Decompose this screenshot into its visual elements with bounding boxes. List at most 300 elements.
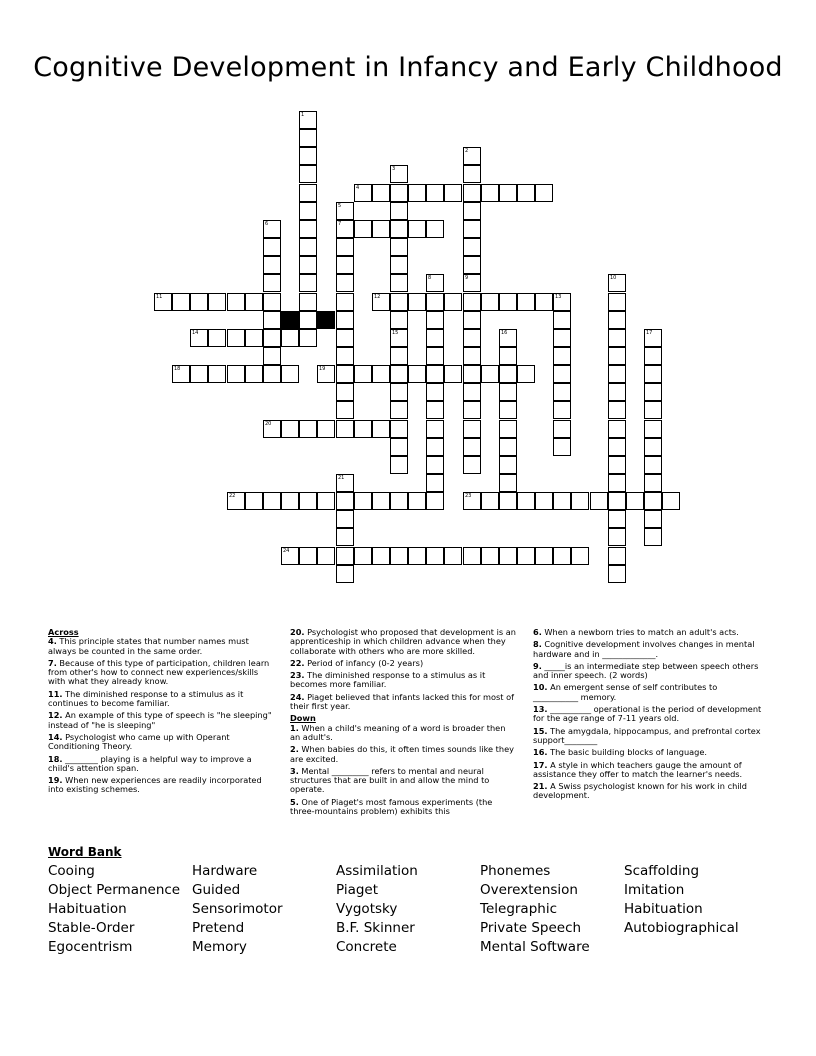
grid-cell[interactable]	[354, 420, 372, 438]
grid-cell[interactable]	[426, 184, 444, 202]
grid-cell[interactable]	[281, 329, 299, 347]
grid-cell[interactable]	[426, 438, 444, 456]
grid-cell[interactable]	[644, 420, 662, 438]
grid-cell[interactable]	[263, 311, 281, 329]
clue: 10. An emergent sense of self contributes to ___________ memory.	[533, 682, 718, 702]
word-bank-item: Private Speech	[480, 920, 582, 936]
grid-cell[interactable]	[426, 293, 444, 311]
grid-cell[interactable]	[390, 256, 408, 274]
grid-cell[interactable]	[227, 329, 245, 347]
grid-cell[interactable]	[499, 474, 517, 492]
word-bank-item: Object Permanence	[48, 882, 181, 898]
grid-cell[interactable]	[444, 293, 462, 311]
clue: 8. Cognitive development involves changes in mental hardware and in _____________.	[533, 639, 755, 659]
word-bank-item: Concrete	[336, 939, 397, 955]
grid-cell[interactable]	[390, 492, 408, 510]
clue: 17. A style in which teachers gauge the amount of assistance they offer to match the learner's needs.	[533, 759, 743, 779]
grid-cell[interactable]	[354, 184, 372, 202]
grid-cell[interactable]	[299, 274, 317, 292]
grid-cell[interactable]	[463, 220, 481, 238]
grid-cell[interactable]	[390, 456, 408, 474]
grid-cell[interactable]	[299, 238, 317, 256]
grid-cell[interactable]	[263, 492, 281, 510]
clue: 24. Piaget believed that infants lacked this for most of their first year.	[290, 691, 515, 712]
grid-cell[interactable]	[499, 184, 517, 202]
grid-cell[interactable]	[372, 547, 390, 565]
grid-cell[interactable]	[463, 456, 481, 474]
grid-cell[interactable]	[426, 274, 444, 292]
grid-cell[interactable]	[408, 220, 426, 238]
grid-cell[interactable]	[390, 365, 408, 383]
grid-cell[interactable]	[281, 547, 299, 565]
grid-cell[interactable]	[644, 401, 662, 419]
grid-cell[interactable]	[390, 383, 408, 401]
grid-cell[interactable]	[444, 184, 462, 202]
grid-cell[interactable]	[644, 365, 662, 383]
clue-number: 2	[465, 148, 469, 154]
grid-cell[interactable]	[317, 547, 335, 565]
grid-cell[interactable]	[463, 329, 481, 347]
grid-cell[interactable]	[372, 420, 390, 438]
grid-cell[interactable]	[390, 293, 408, 311]
word-bank-title: Word Bank	[48, 845, 122, 859]
word-bank-item: Autobiographical	[624, 920, 739, 936]
grid-cell[interactable]	[535, 184, 553, 202]
grid-cell[interactable]	[463, 347, 481, 365]
grid-cell[interactable]	[463, 547, 481, 565]
grid-cell[interactable]	[444, 547, 462, 565]
grid-cell[interactable]	[299, 420, 317, 438]
grid-cell[interactable]	[644, 438, 662, 456]
word-bank-item: Cooing	[48, 863, 95, 879]
grid-cell[interactable]	[644, 510, 662, 528]
grid-cell[interactable]	[644, 492, 662, 510]
clues-column-1	[48, 628, 278, 798]
grid-cell[interactable]	[463, 274, 481, 292]
grid-cell[interactable]	[263, 238, 281, 256]
word-bank-item: Assimilation	[336, 863, 418, 879]
clue-number: 11	[156, 294, 163, 300]
grid-cell[interactable]	[336, 347, 354, 365]
grid-cell[interactable]	[644, 383, 662, 401]
grid-cell[interactable]	[517, 492, 535, 510]
grid-cell[interactable]	[390, 311, 408, 329]
grid-cell[interactable]	[553, 365, 571, 383]
grid-cell[interactable]	[336, 293, 354, 311]
grid-cell[interactable]	[172, 293, 190, 311]
grid-cell[interactable]	[227, 365, 245, 383]
clue: 2. When babies do this, it often times sounds like they are excited.	[290, 744, 514, 764]
grid-cell[interactable]	[426, 547, 444, 565]
across-header: Across	[48, 627, 79, 637]
grid-cell[interactable]	[481, 492, 499, 510]
grid-cell[interactable]	[590, 492, 608, 510]
grid-cell[interactable]	[336, 202, 354, 220]
grid-cell[interactable]	[390, 274, 408, 292]
clue: 4. This principle states that number names must always be counted in the same order.	[48, 636, 249, 656]
grid-cell[interactable]	[208, 365, 226, 383]
grid-cell[interactable]	[608, 547, 626, 565]
clue-number: 16	[501, 330, 508, 336]
grid-cell[interactable]	[336, 420, 354, 438]
grid-cell[interactable]	[336, 401, 354, 419]
clue-number: 22	[229, 493, 236, 499]
grid-cell[interactable]	[390, 401, 408, 419]
clue: 15. The amygdala, hippocampus, and prefrontal cortex support________	[533, 725, 761, 745]
grid-cell[interactable]	[426, 492, 444, 510]
grid-cell[interactable]	[463, 420, 481, 438]
grid-cell[interactable]	[245, 365, 263, 383]
word-bank-item: Sensorimotor	[192, 901, 283, 917]
clue-number: 14	[192, 330, 199, 336]
grid-cell[interactable]	[299, 111, 317, 129]
grid-cell[interactable]	[354, 365, 372, 383]
grid-cell[interactable]	[426, 383, 444, 401]
grid-cell[interactable]	[499, 547, 517, 565]
grid-cell[interactable]	[517, 547, 535, 565]
word-bank-item: Stable-Order	[48, 920, 135, 936]
grid-cell[interactable]	[336, 528, 354, 546]
grid-cell[interactable]	[553, 547, 571, 565]
grid-cell[interactable]	[499, 365, 517, 383]
grid-cell[interactable]	[463, 401, 481, 419]
grid-cell[interactable]	[372, 220, 390, 238]
clue: 12. An example of this type of speech is "he sleeping" instead of "he is sleeping"	[48, 710, 272, 730]
grid-cell[interactable]	[499, 401, 517, 419]
grid-cell[interactable]	[190, 365, 208, 383]
clue: 18. ________ playing is a helpful way to improve a child's attention span.	[48, 753, 252, 773]
word-bank-item: Hardware	[192, 863, 258, 879]
grid-cell[interactable]	[608, 401, 626, 419]
grid-cell[interactable]	[390, 347, 408, 365]
grid-cell[interactable]	[354, 547, 372, 565]
word-bank-item: Phonemes	[480, 863, 551, 879]
word-bank-item: Mental Software	[480, 939, 590, 955]
grid-cell[interactable]	[281, 420, 299, 438]
grid-cell[interactable]	[299, 184, 317, 202]
grid-cell[interactable]	[336, 474, 354, 492]
clue-number: 12	[374, 294, 381, 300]
grid-cell[interactable]	[299, 202, 317, 220]
clue-number: 17	[646, 330, 653, 336]
clue-number: 5	[338, 203, 342, 209]
grid-cell[interactable]	[571, 547, 589, 565]
grid-cell[interactable]	[463, 311, 481, 329]
clue: 20. Psychologist who proposed that development is an apprenticeship in which children advance when they collaborate with others who are more skilled.	[290, 627, 516, 656]
grid-cell[interactable]	[208, 329, 226, 347]
grid-cell[interactable]	[499, 329, 517, 347]
grid-cell[interactable]	[463, 438, 481, 456]
grid-cell[interactable]	[517, 184, 535, 202]
grid-cell[interactable]	[608, 420, 626, 438]
clue-number: 19	[319, 366, 326, 372]
grid-cell[interactable]	[299, 165, 317, 183]
clue-number: 24	[283, 548, 290, 554]
clue: 6. When a newborn tries to match an adult's acts.	[533, 627, 739, 637]
clue-number: 3	[392, 166, 396, 172]
grid-cell[interactable]	[481, 365, 499, 383]
grid-cell[interactable]	[408, 365, 426, 383]
clue-number: 9	[465, 275, 469, 281]
grid-cell[interactable]	[553, 438, 571, 456]
clue: 9. _____is an intermediate step between speech others and inner speech. (2 words)	[533, 660, 759, 681]
grid-cell[interactable]	[208, 293, 226, 311]
clue: 13. __________ operational is the period of development for the age range of 7-11 years old.	[533, 704, 762, 724]
clue-number: 4	[356, 185, 360, 191]
grid-cell[interactable]	[336, 547, 354, 565]
grid-cell[interactable]	[608, 347, 626, 365]
grid-cell[interactable]	[263, 329, 281, 347]
grid-cell[interactable]	[553, 293, 571, 311]
grid-cell[interactable]	[299, 492, 317, 510]
grid-cell[interactable]	[499, 420, 517, 438]
grid-cell[interactable]	[499, 383, 517, 401]
grid-cell[interactable]	[227, 293, 245, 311]
grid-cell[interactable]	[608, 365, 626, 383]
grid-cell[interactable]	[336, 220, 354, 238]
grid-cell[interactable]	[553, 401, 571, 419]
clue: 22. Period of infancy (0-2 years)	[290, 657, 424, 668]
grid-cell[interactable]	[299, 220, 317, 238]
grid-cell[interactable]	[644, 528, 662, 546]
grid-cell[interactable]	[553, 420, 571, 438]
grid-cell[interactable]	[535, 547, 553, 565]
word-bank-item: Habituation	[624, 901, 703, 917]
grid-cell[interactable]	[499, 456, 517, 474]
clue: 7. Because of this type of participation, children learn from other's how to connect new experiences/skills with what they already know.	[48, 657, 270, 687]
word-bank-item: Overextension	[480, 882, 578, 898]
grid-cell[interactable]	[463, 492, 481, 510]
grid-cell[interactable]	[390, 438, 408, 456]
clue: 14. Psychologist who came up with Operant Conditioning Theory.	[48, 731, 230, 752]
grid-cell[interactable]	[426, 311, 444, 329]
grid-cell[interactable]	[499, 438, 517, 456]
grid-cell[interactable]	[245, 329, 263, 347]
grid-cell[interactable]	[317, 365, 335, 383]
grid-cell[interactable]	[336, 311, 354, 329]
grid-cell[interactable]	[553, 383, 571, 401]
word-bank-item: Scaffolding	[624, 863, 700, 879]
grid-cell[interactable]	[608, 311, 626, 329]
grid-cell[interactable]	[608, 565, 626, 583]
grid-cell[interactable]	[245, 293, 263, 311]
word-bank-item: Habituation	[48, 901, 127, 917]
grid-cell[interactable]	[444, 365, 462, 383]
grid-cell[interactable]	[553, 329, 571, 347]
grid-cell[interactable]	[336, 365, 354, 383]
grid-cell[interactable]	[499, 492, 517, 510]
clues-column-3	[533, 628, 763, 804]
grid-cell[interactable]	[517, 365, 535, 383]
grid-cell[interactable]	[354, 492, 372, 510]
grid-cell[interactable]	[571, 492, 589, 510]
grid-cell[interactable]	[463, 202, 481, 220]
grid-cell[interactable]	[263, 293, 281, 311]
grid-cell[interactable]	[408, 492, 426, 510]
grid-cell[interactable]	[299, 147, 317, 165]
grid-cell[interactable]	[426, 474, 444, 492]
grid-cell[interactable]	[172, 365, 190, 383]
grid-cell[interactable]	[553, 492, 571, 510]
grid-cell[interactable]	[535, 492, 553, 510]
grid-cell[interactable]	[644, 456, 662, 474]
clue-number: 20	[265, 421, 272, 427]
grid-cell[interactable]	[463, 165, 481, 183]
grid-cell[interactable]	[463, 184, 481, 202]
grid-cell[interactable]	[281, 365, 299, 383]
grid-cell[interactable]	[390, 184, 408, 202]
grid-cell[interactable]	[481, 184, 499, 202]
clue: 3. Mental _________ refers to mental and neural structures that are built in and allow the mind to operate.	[290, 765, 490, 795]
grid-cell[interactable]	[299, 547, 317, 565]
grid-cell[interactable]	[426, 401, 444, 419]
grid-cell[interactable]	[608, 438, 626, 456]
grid-cell[interactable]	[372, 365, 390, 383]
grid-cell[interactable]	[390, 202, 408, 220]
grid-cell[interactable]	[644, 474, 662, 492]
grid-cell[interactable]	[299, 293, 317, 311]
clue-number: 18	[174, 366, 181, 372]
word-bank-item: Memory	[192, 939, 247, 955]
grid-cell[interactable]	[463, 293, 481, 311]
grid-cell[interactable]	[372, 293, 390, 311]
grid-cell[interactable]	[263, 347, 281, 365]
clue: 23. The diminished response to a stimulus as it becomes more familiar.	[290, 670, 486, 690]
clue-number: 7	[338, 221, 342, 227]
clue: 1. When a child's meaning of a word is broader then an adult's.	[290, 722, 506, 742]
grid-cell[interactable]	[608, 510, 626, 528]
grid-cell[interactable]	[372, 184, 390, 202]
grid-cell[interactable]	[644, 347, 662, 365]
clue-number: 1	[301, 112, 305, 118]
clue-number: 6	[265, 221, 269, 227]
grid-cell[interactable]	[553, 311, 571, 329]
grid-cell[interactable]	[626, 492, 644, 510]
grid-cell[interactable]	[390, 547, 408, 565]
clue: 21. A Swiss psychologist known for his work in child development.	[533, 781, 748, 801]
word-bank-item: Vygotsky	[336, 901, 398, 917]
grid-cell[interactable]	[481, 547, 499, 565]
grid-cell[interactable]	[299, 329, 317, 347]
clue-number: 21	[338, 475, 345, 481]
grid-cell[interactable]	[608, 329, 626, 347]
grid-cell[interactable]	[390, 329, 408, 347]
grid-cell[interactable]	[336, 238, 354, 256]
word-bank-item: Guided	[192, 882, 241, 898]
grid-cell[interactable]	[426, 347, 444, 365]
grid-cell[interactable]	[535, 293, 553, 311]
grid-cell[interactable]	[336, 274, 354, 292]
grid-cell[interactable]	[608, 474, 626, 492]
clue: 5. One of Piaget's most famous experiments (the three-mountains problem) exhibits this	[290, 796, 493, 817]
grid-cell[interactable]	[662, 492, 680, 510]
grid-cell[interactable]	[499, 293, 517, 311]
grid-cell[interactable]	[608, 293, 626, 311]
grid-cell[interactable]	[408, 293, 426, 311]
grid-cell[interactable]	[517, 293, 535, 311]
grid-cell[interactable]	[608, 274, 626, 292]
grid-cell[interactable]	[390, 238, 408, 256]
grid-cell[interactable]	[154, 293, 172, 311]
clue: 11. The diminished response to a stimulus as it continues to become familiar.	[48, 688, 244, 709]
grid-cell[interactable]	[481, 293, 499, 311]
grid-cell[interactable]	[336, 329, 354, 347]
grid-cell[interactable]	[299, 256, 317, 274]
grid-cell[interactable]	[336, 510, 354, 528]
clue-number: 13	[555, 294, 562, 300]
grid-cell[interactable]	[426, 420, 444, 438]
grid-cell[interactable]	[317, 492, 335, 510]
grid-cell[interactable]	[608, 383, 626, 401]
grid-cell[interactable]	[299, 311, 317, 329]
grid-cell[interactable]	[336, 383, 354, 401]
grid-cell[interactable]	[336, 565, 354, 583]
page-title: Cognitive Development in Infancy and Early Childhood	[33, 52, 783, 83]
clue-number: 23	[465, 493, 472, 499]
grid-cell[interactable]	[390, 420, 408, 438]
grid-cell[interactable]	[263, 420, 281, 438]
grid-cell[interactable]	[408, 547, 426, 565]
grid-cell[interactable]	[463, 383, 481, 401]
grid-cell[interactable]	[390, 220, 408, 238]
grid-cell[interactable]	[263, 256, 281, 274]
grid-cell[interactable]	[245, 492, 263, 510]
grid-cell[interactable]	[390, 165, 408, 183]
grid-cell[interactable]	[281, 492, 299, 510]
grid-cell[interactable]	[463, 147, 481, 165]
grid-cell[interactable]	[426, 365, 444, 383]
grid-cell[interactable]	[553, 347, 571, 365]
black-cell	[317, 311, 335, 329]
grid-cell[interactable]	[263, 274, 281, 292]
clue: 19. When new experiences are readily incorporated into existing schemes.	[48, 775, 262, 795]
grid-cell[interactable]	[354, 220, 372, 238]
grid-cell[interactable]	[463, 238, 481, 256]
grid-cell[interactable]	[190, 293, 208, 311]
clue: 16. The basic building blocks of language.	[533, 747, 708, 758]
grid-cell[interactable]	[336, 492, 354, 510]
grid-cell[interactable]	[263, 365, 281, 383]
black-cell	[281, 311, 299, 329]
word-bank-item: Egocentrism	[48, 939, 133, 955]
grid-cell[interactable]	[426, 220, 444, 238]
down-header: Down	[290, 713, 316, 724]
grid-cell[interactable]	[372, 492, 390, 510]
grid-cell[interactable]	[608, 456, 626, 474]
word-bank-item: Pretend	[192, 920, 245, 936]
grid-cell[interactable]	[608, 492, 626, 510]
grid-cell[interactable]	[190, 329, 208, 347]
grid-cell[interactable]	[463, 256, 481, 274]
clue-number: 10	[610, 275, 617, 281]
grid-cell[interactable]	[644, 329, 662, 347]
grid-cell[interactable]	[499, 347, 517, 365]
grid-cell[interactable]	[263, 220, 281, 238]
word-bank-item: B.F. Skinner	[336, 920, 415, 936]
grid-cell[interactable]	[463, 365, 481, 383]
grid-cell[interactable]	[317, 420, 335, 438]
grid-cell[interactable]	[426, 329, 444, 347]
grid-cell[interactable]	[336, 256, 354, 274]
word-bank-item: Imitation	[624, 882, 685, 898]
word-bank-item: Telegraphic	[480, 901, 558, 917]
grid-cell[interactable]	[299, 129, 317, 147]
grid-cell[interactable]	[608, 528, 626, 546]
grid-cell[interactable]	[426, 456, 444, 474]
grid-cell[interactable]	[227, 492, 245, 510]
grid-cell[interactable]	[408, 184, 426, 202]
clues-column-2	[290, 628, 518, 819]
